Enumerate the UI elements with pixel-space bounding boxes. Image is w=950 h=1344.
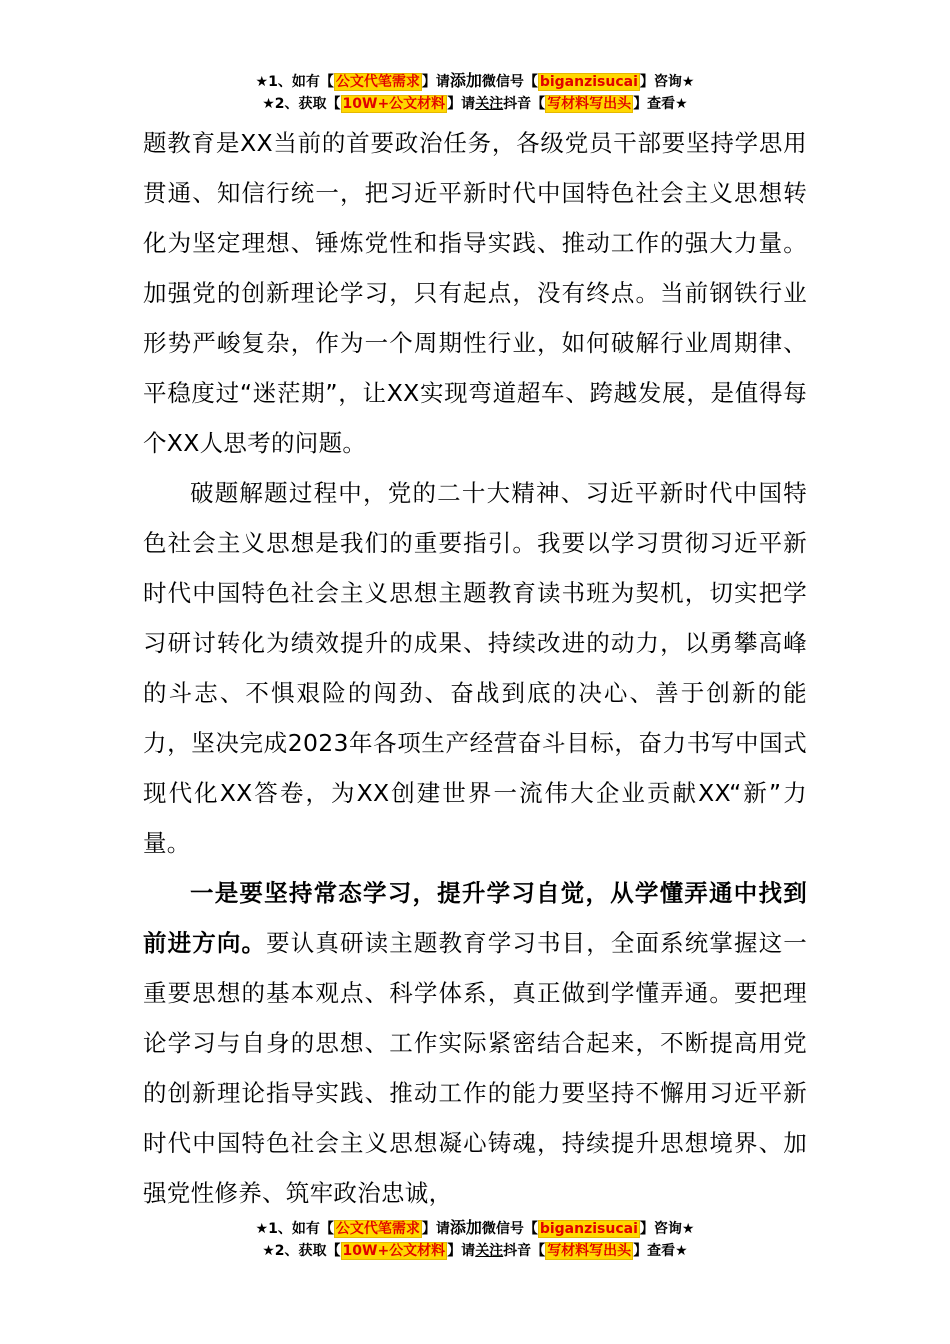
banner-highlight: biganzisucai [539,1221,638,1237]
banner-text: 抖音【 [503,96,546,112]
paragraph-3-text: 要认真研读主题教育学习书目，全面系统掌握这一重要思想的基本观点、科学体系，真正做到学懂弄通。要把理论学习与自身的思想、工作实际紧密结合起来，不断提高用党的创新理论指导实践、推动工作的能力要坚持不懈用习近平新时代中国特色社会主义思想凝心铸魂，持续提升思想境界、加强党性修养、筑牢政治忠诚， [143,929,808,1207]
banner-text: 】请 [447,96,476,112]
banner-text: 】请 [447,1243,476,1259]
banner-text: 微信号【 [481,74,538,90]
banner-highlight: 写材料写出头 [547,1243,632,1259]
banner-highlight: 公文代笔需求 [335,74,420,90]
paragraph-3-heading: 一是要坚持常态学习，提升学习自觉，从学懂弄通中找到前进方向。 [143,879,807,957]
banner-highlight: 10W+公文材料 [342,96,446,112]
footer-banner [0,1217,950,1262]
banner-text: 】咨询★ [639,1221,695,1237]
banner-highlight: biganzisucai [539,74,638,90]
banner-text: 】查看★ [633,96,688,112]
banner-text: 】请 [421,74,450,90]
banner-emphasis: 添加 [449,71,482,90]
banner-highlight: 公文代笔需求 [335,1221,420,1237]
paragraph-1: 题教育是XX当前的首要政治任务，各级党员干部要坚持学思用贯通、知信行统一，把习近平新时代中国特色社会主义思想转化为坚定理想、锤炼党性和指导实践、推动工作的强大力量。加强党的创新理论学习，只有起点，没有终点。当前钢铁行业形势严峻复杂，作为一个周期性行业，如何破解行业周期律、平稳度过“迷茫期”，让XX实现弯道超车、跨越发展，是值得每个XX人思考的问题。 [143,129,807,457]
banner-text: ★1、如有【 [255,74,334,90]
document-body [143,118,807,1218]
banner-emphasis: 关注 [475,96,504,112]
banner-line-2 [0,93,950,115]
header-banner [0,70,950,115]
banner-emphasis: 添加 [449,1218,482,1237]
banner-text: 微信号【 [481,1221,538,1237]
paragraph-2: 破题解题过程中，党的二十大精神、习近平新时代中国特色社会主义思想是我们的重要指引。我要以学习贯彻习近平新时代中国特色社会主义思想主题教育读书班为契机，切实把学习研讨转化为绩效提升的成果、持续改进的动力，以勇攀高峰的斗志、不惧艰险的闯劲、奋战到底的决心、善于创新的能力，坚决完成2023年各项生产经营奋斗目标，奋力书写中国式现代化XX答卷，为XX创建世界一流伟大企业贡献XX“新”力量。 [143,479,807,857]
banner-text: ★2、获取【 [262,96,341,112]
banner-line-1 [0,1217,950,1240]
banner-highlight: 10W+公文材料 [342,1243,446,1259]
banner-text: 】请 [421,1221,450,1237]
banner-text: 】咨询★ [639,74,695,90]
banner-line-1 [0,70,950,93]
banner-line-2 [0,1240,950,1262]
banner-highlight: 写材料写出头 [547,96,632,112]
paragraph-3 [143,868,807,1218]
banner-text: ★1、如有【 [255,1221,334,1237]
banner-text: 】查看★ [633,1243,688,1259]
banner-emphasis: 关注 [475,1243,504,1259]
banner-text: 抖音【 [503,1243,546,1259]
banner-text: ★2、获取【 [262,1243,341,1259]
